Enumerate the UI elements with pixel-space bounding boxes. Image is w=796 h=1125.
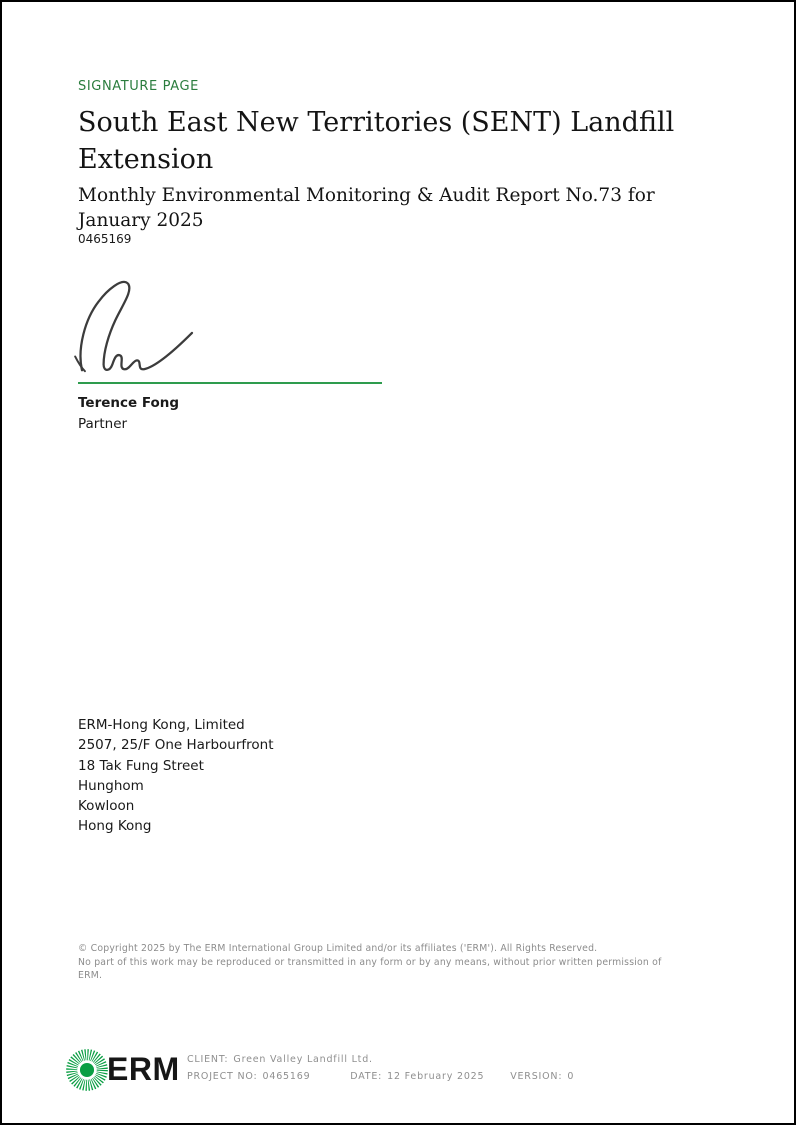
report-subtitle: Monthly Environmental Monitoring & Audit Report No.73 for January 2025 xyxy=(78,185,655,231)
copyright-notice xyxy=(78,942,678,983)
date-value: 12 February 2025 xyxy=(387,1071,485,1082)
project-number: 0465169 xyxy=(78,232,132,246)
erm-logo-icon xyxy=(62,1045,112,1095)
project-no-value: 0465169 xyxy=(262,1071,311,1082)
copyright-line: © Copyright 2025 by The ERM International Group Limited and/or its affiliates ('ERM'). All Rights Reserved. xyxy=(78,943,598,954)
section-label: SIGNATURE PAGE xyxy=(78,79,199,94)
address-line: Hunghom xyxy=(78,777,144,794)
footer-project-info xyxy=(187,1051,574,1085)
client-label: CLIENT: xyxy=(187,1054,229,1065)
copyright-line: No part of this work may be reproduced or transmitted in any form or by any means, without prior written permission of ERM. xyxy=(78,956,662,981)
company-address xyxy=(78,715,274,837)
version-info xyxy=(510,1068,574,1085)
version-label: VERSION: xyxy=(510,1071,563,1082)
address-line: 2507, 25/F One Harbourfront xyxy=(78,737,274,754)
signature-rule-line xyxy=(78,382,382,384)
client-info xyxy=(187,1051,373,1068)
signatory-role: Partner xyxy=(78,416,128,432)
erm-logo-text: ERM xyxy=(107,1051,180,1087)
date-info xyxy=(350,1068,484,1085)
address-line: Kowloon xyxy=(78,798,135,815)
project-no-info xyxy=(187,1068,310,1085)
page-footer xyxy=(2,1042,796,1102)
handwritten-signature-icon xyxy=(72,274,200,382)
version-value: 0 xyxy=(567,1071,575,1082)
address-line: Hong Kong xyxy=(78,818,152,835)
date-label: DATE: xyxy=(350,1071,383,1082)
project-no-label: PROJECT NO: xyxy=(187,1071,258,1082)
report-title: South East New Territories (SENT) Landfill Extension xyxy=(78,107,675,175)
client-value: Green Valley Landfill Ltd. xyxy=(233,1054,373,1065)
signatory-name: Terence Fong xyxy=(78,395,180,411)
address-line: 18 Tak Fung Street xyxy=(78,757,204,774)
address-line: ERM-Hong Kong, Limited xyxy=(78,717,245,733)
